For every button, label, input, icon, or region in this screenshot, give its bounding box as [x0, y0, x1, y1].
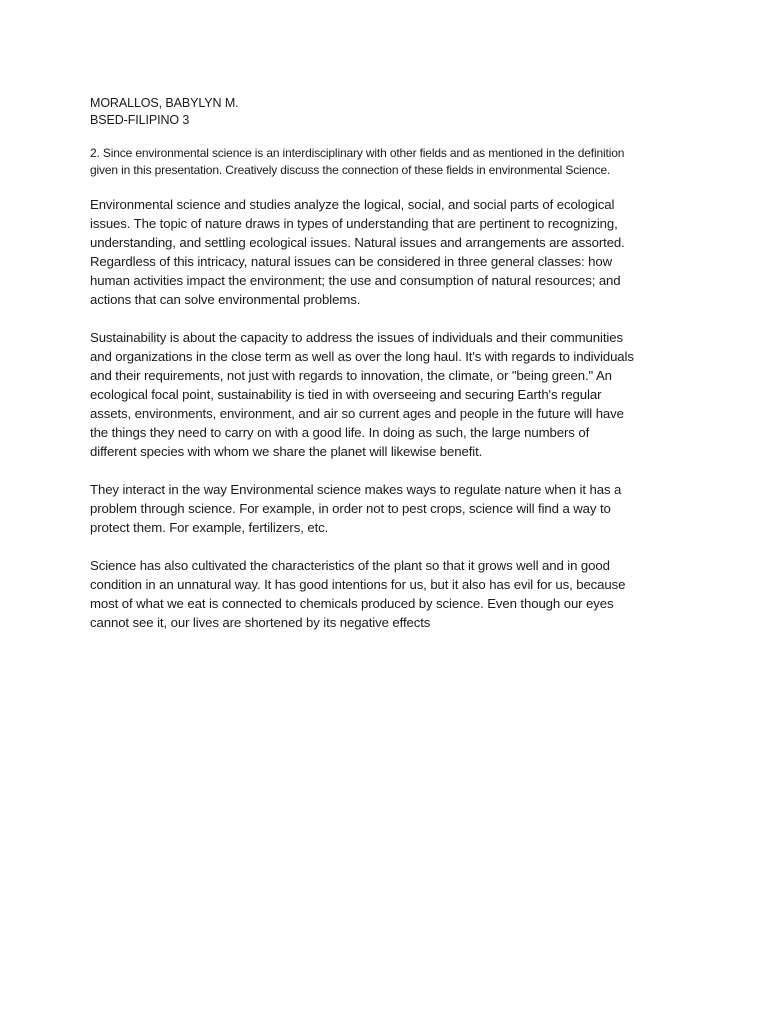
paragraph-line: and organizations in the close term as well as over the long haul. It's with regards to individuals — [90, 349, 634, 364]
student-name: MORALLOS, BABYLYN M. — [90, 96, 239, 110]
paragraph-line: Science has also cultivated the characteristics of the plant so that it grows well and in good — [90, 558, 610, 573]
paragraph-line: Environmental science and studies analyze the logical, social, and social parts of ecological — [90, 197, 615, 212]
paragraph-line: condition in an unnatural way. It has good intentions for us, but it also has evil for us, because — [90, 577, 626, 592]
paragraph-sustainability — [90, 328, 690, 461]
student-course: BSED-FILIPINO 3 — [90, 113, 190, 127]
paragraph-line: and their requirements, not just with regards to innovation, the climate, or "being green." An — [90, 368, 612, 383]
paragraph-line: issues. The topic of nature draws in types of understanding that are pertinent to recognizing, — [90, 216, 618, 231]
paragraph-line: understanding, and settling ecological issues. Natural issues and arrangements are assorted. — [90, 235, 625, 250]
question-line: given in this presentation. Creatively discuss the connection of these fields in environmental Science. — [90, 163, 611, 177]
paragraph-line: protect them. For example, fertilizers, etc. — [90, 520, 329, 535]
paragraph-line: most of what we eat is connected to chemicals produced by science. Even though our eyes — [90, 596, 614, 611]
paragraph-science-effects — [90, 556, 690, 632]
paragraph-environmental-science — [90, 195, 690, 309]
paragraph-interaction — [90, 480, 690, 537]
paragraph-line: actions that can solve environmental problems. — [90, 292, 361, 307]
question-line: 2. Since environmental science is an interdisciplinary with other fields and as mentioned in the definition — [90, 146, 625, 160]
document-body — [90, 95, 690, 632]
paragraph-line: human activities impact the environment; the use and consumption of natural resources; and — [90, 273, 621, 288]
paragraph-line: problem through science. For example, in order not to pest crops, science will find a way to — [90, 501, 611, 516]
paragraph-line: different species with whom we share the planet will likewise benefit. — [90, 444, 483, 459]
paragraph-line: cannot see it, our lives are shortened by its negative effects — [90, 615, 431, 630]
paragraph-line: assets, environments, environment, and air so current ages and people in the future will have — [90, 406, 624, 421]
question-prompt — [90, 145, 690, 179]
paragraph-line: Sustainability is about the capacity to address the issues of individuals and their communities — [90, 330, 623, 345]
paragraph-line: They interact in the way Environmental science makes ways to regulate nature when it has a — [90, 482, 622, 497]
paragraph-line: Regardless of this intricacy, natural issues can be considered in three general classes: how — [90, 254, 612, 269]
paragraph-line: ecological focal point, sustainability is tied in with overseeing and securing Earth's regular — [90, 387, 602, 402]
paragraph-line: the things they need to carry on with a good life. In doing as such, the large numbers of — [90, 425, 590, 440]
